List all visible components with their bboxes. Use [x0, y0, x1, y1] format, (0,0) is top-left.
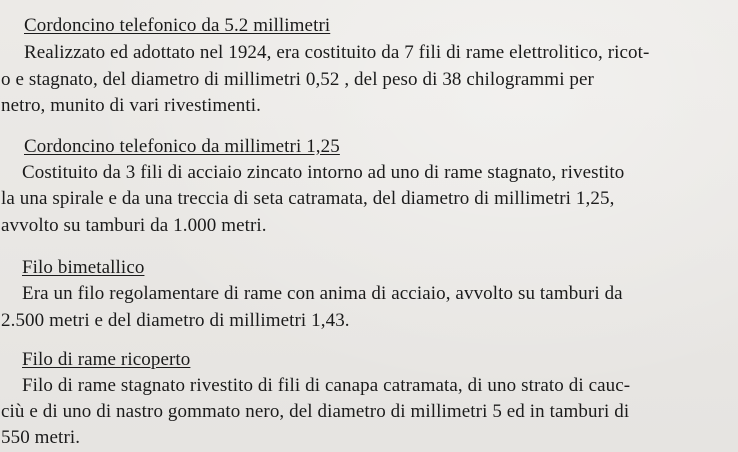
paragraph-line: ciù e di uno di nastro gommato nero, del diametro di millimetri 5 ed in tamburi di [1, 401, 630, 422]
paragraph-line: 550 metri. [1, 427, 81, 448]
section-heading-cordoncino-1-25: Cordoncino telefonico da millimetri 1,25 [24, 136, 340, 157]
paragraph-line: avvolto su tamburi da 1.000 metri. [1, 215, 267, 236]
paragraph-line: Costituito da 3 fili di acciaio zincato intorno ad uno di rame stagnato, rivestito [22, 162, 625, 183]
paragraph-line: Era un filo regolamentare di rame con anima di acciaio, avvolto su tamburi da [22, 283, 623, 304]
paragraph-line: netro, munito di vari rivestimenti. [1, 95, 261, 116]
paragraph-line: o e stagnato, del diametro di millimetri 0,52 , del peso di 38 chilogrammi per [1, 69, 594, 90]
paragraph-line: Filo di rame stagnato rivestito di fili di canapa catramata, di uno strato di cauc- [22, 375, 631, 396]
paragraph-line: Realizzato ed adottato nel 1924, era costituito da 7 fili di rame elettrolitico, ricot- [24, 42, 650, 63]
section-heading-cordoncino-5-2: Cordoncino telefonico da 5.2 millimetri [24, 15, 331, 36]
section-heading-filo-rame-ricoperto: Filo di rame ricoperto [22, 349, 191, 370]
paragraph-line: la una spirale e da una treccia di seta catramata, del diametro di millimetri 1,25, [1, 188, 615, 209]
section-heading-filo-bimetallico: Filo bimetallico [22, 257, 145, 278]
paragraph-line: 2.500 metri e del diametro di millimetri 1,43. [1, 310, 350, 331]
